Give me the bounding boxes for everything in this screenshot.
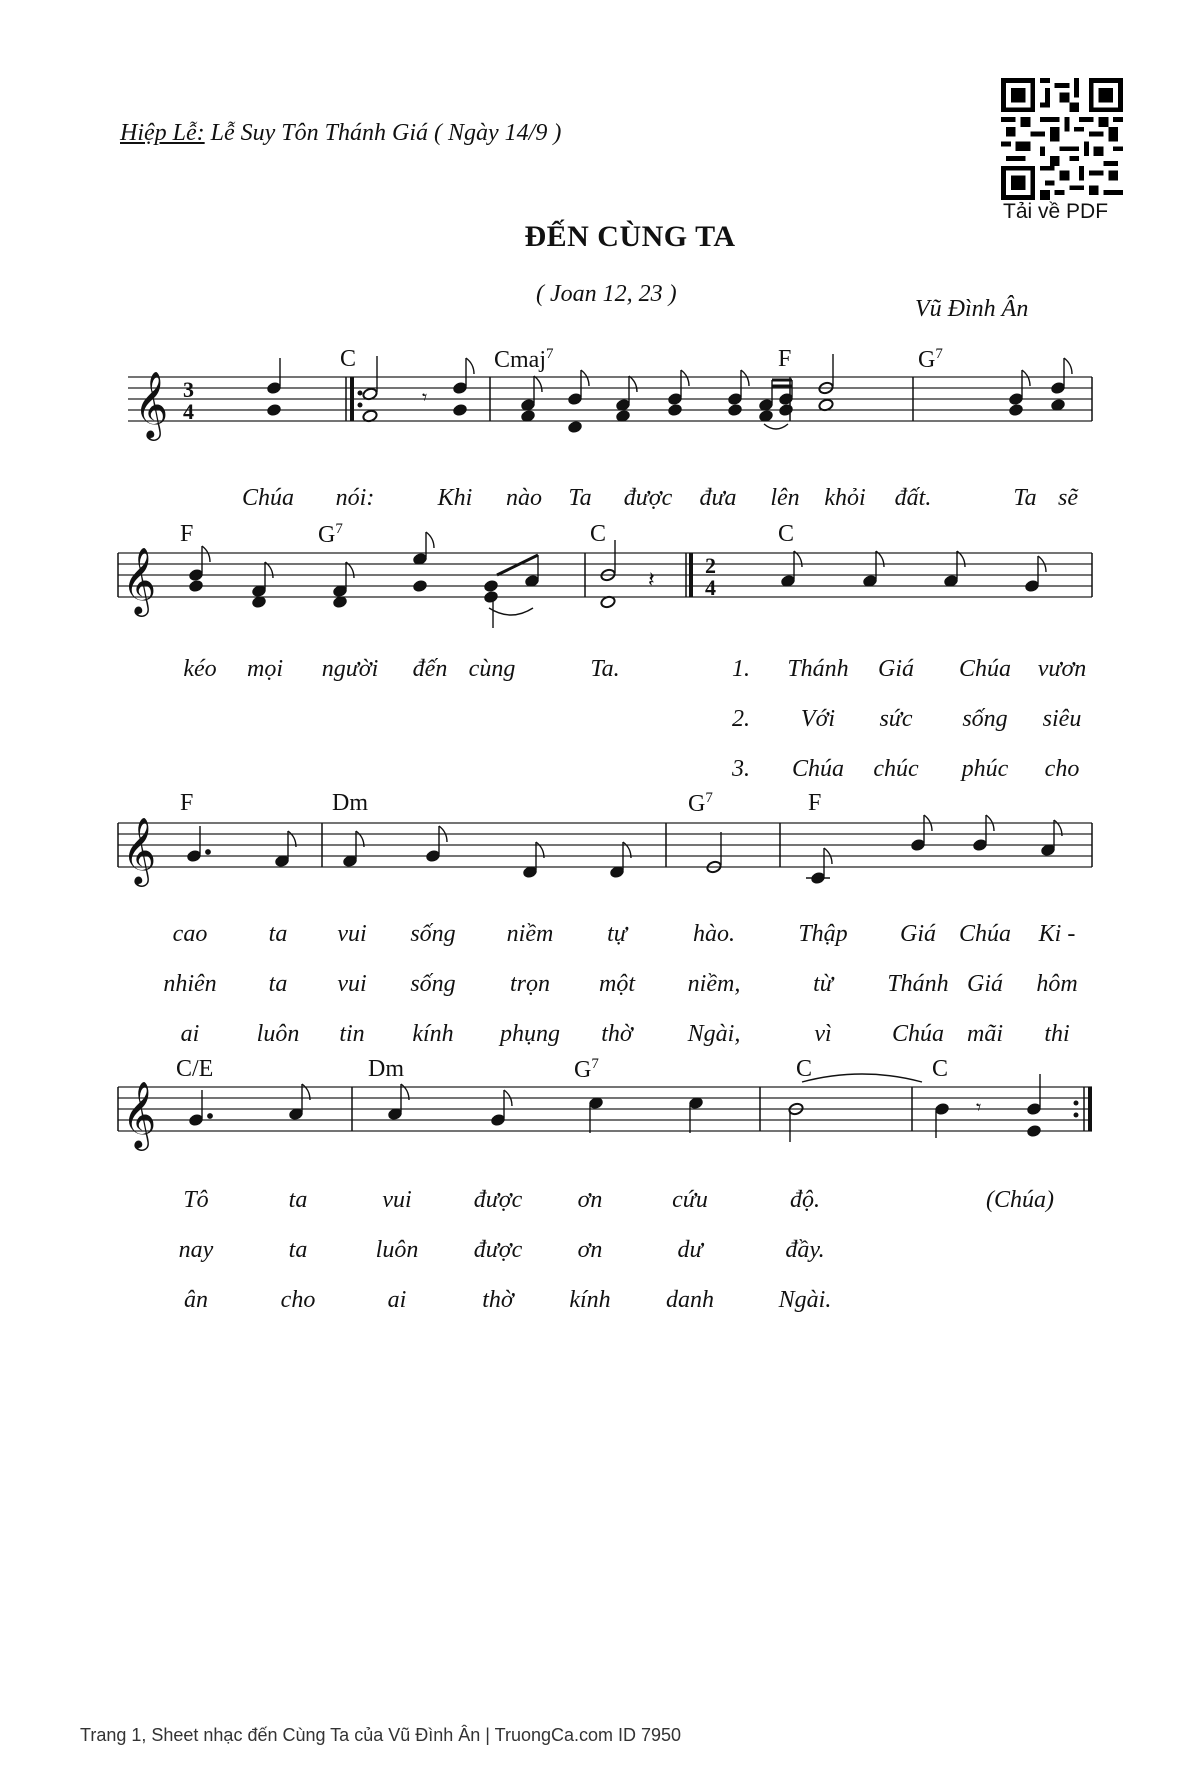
lyric-syllable: Ki - [1038, 921, 1076, 947]
lyric-syllable: sống [962, 706, 1008, 732]
lyric-syllable: khỏi [824, 485, 866, 511]
lyric-syllable: vui [382, 1187, 412, 1213]
lyric-syllable: cho [1044, 756, 1080, 782]
lyric-syllable: siêu [1042, 706, 1082, 732]
lyric-syllable: 3. [732, 756, 750, 782]
composer: Vũ Đình Ân [915, 296, 1029, 322]
lyric-syllable: vui [337, 971, 367, 997]
chord-symbol: F [180, 790, 194, 816]
svg-text:𝄾: 𝄾 [422, 385, 428, 409]
lyric-syllable: Chúa [958, 656, 1012, 682]
lyric-syllable: danh [666, 1287, 714, 1313]
lyric-syllable: Ngài, [687, 1021, 741, 1047]
occasion-text: Lễ Suy Tôn Thánh Giá ( Ngày 14/9 ) [210, 120, 562, 146]
lyric-syllable: nói: [335, 485, 375, 511]
chord-symbol: Cmaj$^7$ [494, 346, 554, 373]
lyric-syllable: ai [387, 1287, 407, 1313]
time-signature: 3 [183, 377, 194, 402]
lyric-syllable: phúc [961, 756, 1009, 782]
lyric-syllable: đất. [894, 485, 932, 511]
lyric-syllable: cho [280, 1287, 316, 1313]
lyric-syllable: Chúa [791, 756, 845, 782]
svg-text:𝄾: 𝄾 [976, 1095, 982, 1119]
treble-clef-icon: 𝄞 [134, 370, 169, 438]
lyric-syllable: đưa [699, 485, 737, 511]
chord-symbol: C [932, 1056, 949, 1082]
lyric-syllable: cùng [468, 656, 516, 682]
lyric-syllable: ai [180, 1021, 200, 1047]
lyric-syllable: vui [337, 921, 367, 947]
time-signature: 4 [183, 399, 194, 424]
lyric-syllable: Ta. [590, 656, 620, 682]
lyric-syllable: nhiên [163, 971, 217, 997]
lyric-syllable: ta [288, 1187, 308, 1213]
chord-symbol: $G^7$ [574, 1056, 599, 1083]
lyric-syllable: Tô [183, 1187, 209, 1213]
lyric-syllable: hôm [1036, 971, 1078, 997]
lyric-syllable: niềm, [687, 971, 741, 997]
lyric-syllable: sẽ [1058, 485, 1078, 511]
lyric-syllable: cao [172, 921, 208, 947]
song-reference: ( Joan 12, 23 ) [536, 281, 677, 307]
time-signature: 2 [705, 553, 716, 578]
lyric-syllable: Với [800, 706, 836, 732]
lyric-syllable: được [623, 485, 673, 511]
lyric-syllable: Ngài. [778, 1287, 832, 1313]
lyric-syllable: (Chúa) [986, 1187, 1054, 1213]
lyric-syllable: lên [770, 485, 800, 511]
lyric-syllable: thi [1044, 1021, 1070, 1047]
chord-symbol: C [778, 521, 795, 547]
chord-symbol: C/E [176, 1056, 214, 1082]
qr-caption[interactable]: Tải về PDF [1003, 200, 1109, 223]
svg-text:𝄽: 𝄽 [648, 568, 655, 593]
lyric-syllable: ta [268, 921, 288, 947]
lyric-syllable: Thập [798, 921, 848, 947]
lyric-syllable: Giá [967, 971, 1003, 997]
lyric-syllable: phụng [500, 1021, 560, 1047]
lyric-syllable: Ta [568, 485, 592, 511]
lyric-syllable: kính [569, 1287, 611, 1313]
lyric-syllable: được [473, 1187, 523, 1213]
lyric-syllable: sức [879, 706, 913, 732]
chord-symbol: $G^7$ [688, 790, 713, 817]
page-footer: Trang 1, Sheet nhạc đến Cùng Ta của Vũ Đình Ân | TruongCa.com ID 7950 [80, 1725, 682, 1745]
lyric-syllable: luôn [256, 1021, 300, 1047]
song-title: ĐẾN CÙNG TA [524, 220, 736, 253]
lyric-syllable: nào [506, 485, 542, 511]
chord-symbol: F [180, 521, 194, 547]
lyric-syllable: Thánh [787, 656, 849, 682]
lyric-syllable: mọi [247, 656, 283, 682]
lyric-syllable: thờ [601, 1021, 633, 1047]
lyric-syllable: sống [410, 921, 456, 947]
lyric-syllable: vì [814, 1021, 832, 1047]
chord-symbol: F [808, 790, 822, 816]
lyric-syllable: trọn [509, 971, 551, 997]
chord-symbol: Dm [368, 1056, 404, 1082]
lyric-syllable: ơn [577, 1187, 603, 1213]
chord-symbol: C [796, 1056, 813, 1082]
lyric-syllable: người [321, 656, 379, 682]
lyric-syllable: 2. [732, 706, 750, 732]
lyric-syllable: Khi [437, 485, 473, 511]
lyric-syllable: ta [268, 971, 288, 997]
time-signature: 4 [705, 575, 716, 600]
lyric-syllable: Giá [900, 921, 936, 947]
lyric-syllable: ta [288, 1237, 308, 1263]
lyric-syllable: Giá [878, 656, 914, 682]
lyric-syllable: luôn [375, 1237, 419, 1263]
notes-system-3 [187, 815, 1062, 884]
lyric-syllable: một [599, 971, 635, 997]
treble-clef-icon: 𝄞 [122, 1080, 157, 1148]
lyric-syllable: vươn [1037, 656, 1087, 682]
staff-3 [118, 823, 1092, 867]
lyric-syllable: độ. [790, 1187, 820, 1213]
lyric-syllable: Chúa [891, 1021, 945, 1047]
chord-symbol: C [590, 521, 607, 547]
lyric-syllable: Chúa [241, 485, 295, 511]
notes-system-4 [189, 1074, 1042, 1142]
treble-clef-icon: 𝄞 [122, 816, 157, 884]
lyric-syllable: đến [412, 656, 448, 682]
lyric-syllable: nay [178, 1237, 214, 1263]
lyric-syllable: niềm [506, 921, 554, 947]
lyric-syllable: kéo [183, 656, 217, 682]
chord-symbol: F [778, 346, 792, 372]
lyric-syllable: chúc [873, 756, 919, 782]
lyric-syllable: Thánh [887, 971, 949, 997]
lyric-syllable: kính [412, 1021, 454, 1047]
lyric-syllable: cứu [672, 1187, 708, 1213]
chord-symbol: $G^7$ [918, 346, 943, 373]
treble-clef-icon: 𝄞 [122, 546, 157, 614]
lyric-syllable: Ta [1013, 485, 1037, 511]
lyric-syllable: dư [677, 1237, 703, 1263]
lyric-syllable: ơn [577, 1237, 603, 1263]
lyric-syllable: đầy. [785, 1237, 825, 1263]
lyric-syllable: ân [184, 1287, 208, 1313]
lyric-syllable: mãi [967, 1021, 1003, 1047]
lyric-syllable: tin [339, 1021, 365, 1047]
chord-symbol: $G^7$ [318, 521, 343, 548]
lyric-syllable: Chúa [958, 921, 1012, 947]
lyric-syllable: từ [813, 971, 833, 997]
lyric-syllable: được [473, 1237, 523, 1263]
lyric-syllable: hào. [693, 921, 735, 947]
lyric-syllable: thờ [482, 1287, 514, 1313]
lyric-syllable: tự [607, 921, 627, 947]
lyric-syllable: sống [410, 971, 456, 997]
chord-symbol: Dm [332, 790, 368, 816]
occasion-label: Hiệp Lễ: [120, 120, 205, 146]
lyric-syllable: 1. [732, 656, 750, 682]
chord-symbol: C [340, 346, 357, 372]
